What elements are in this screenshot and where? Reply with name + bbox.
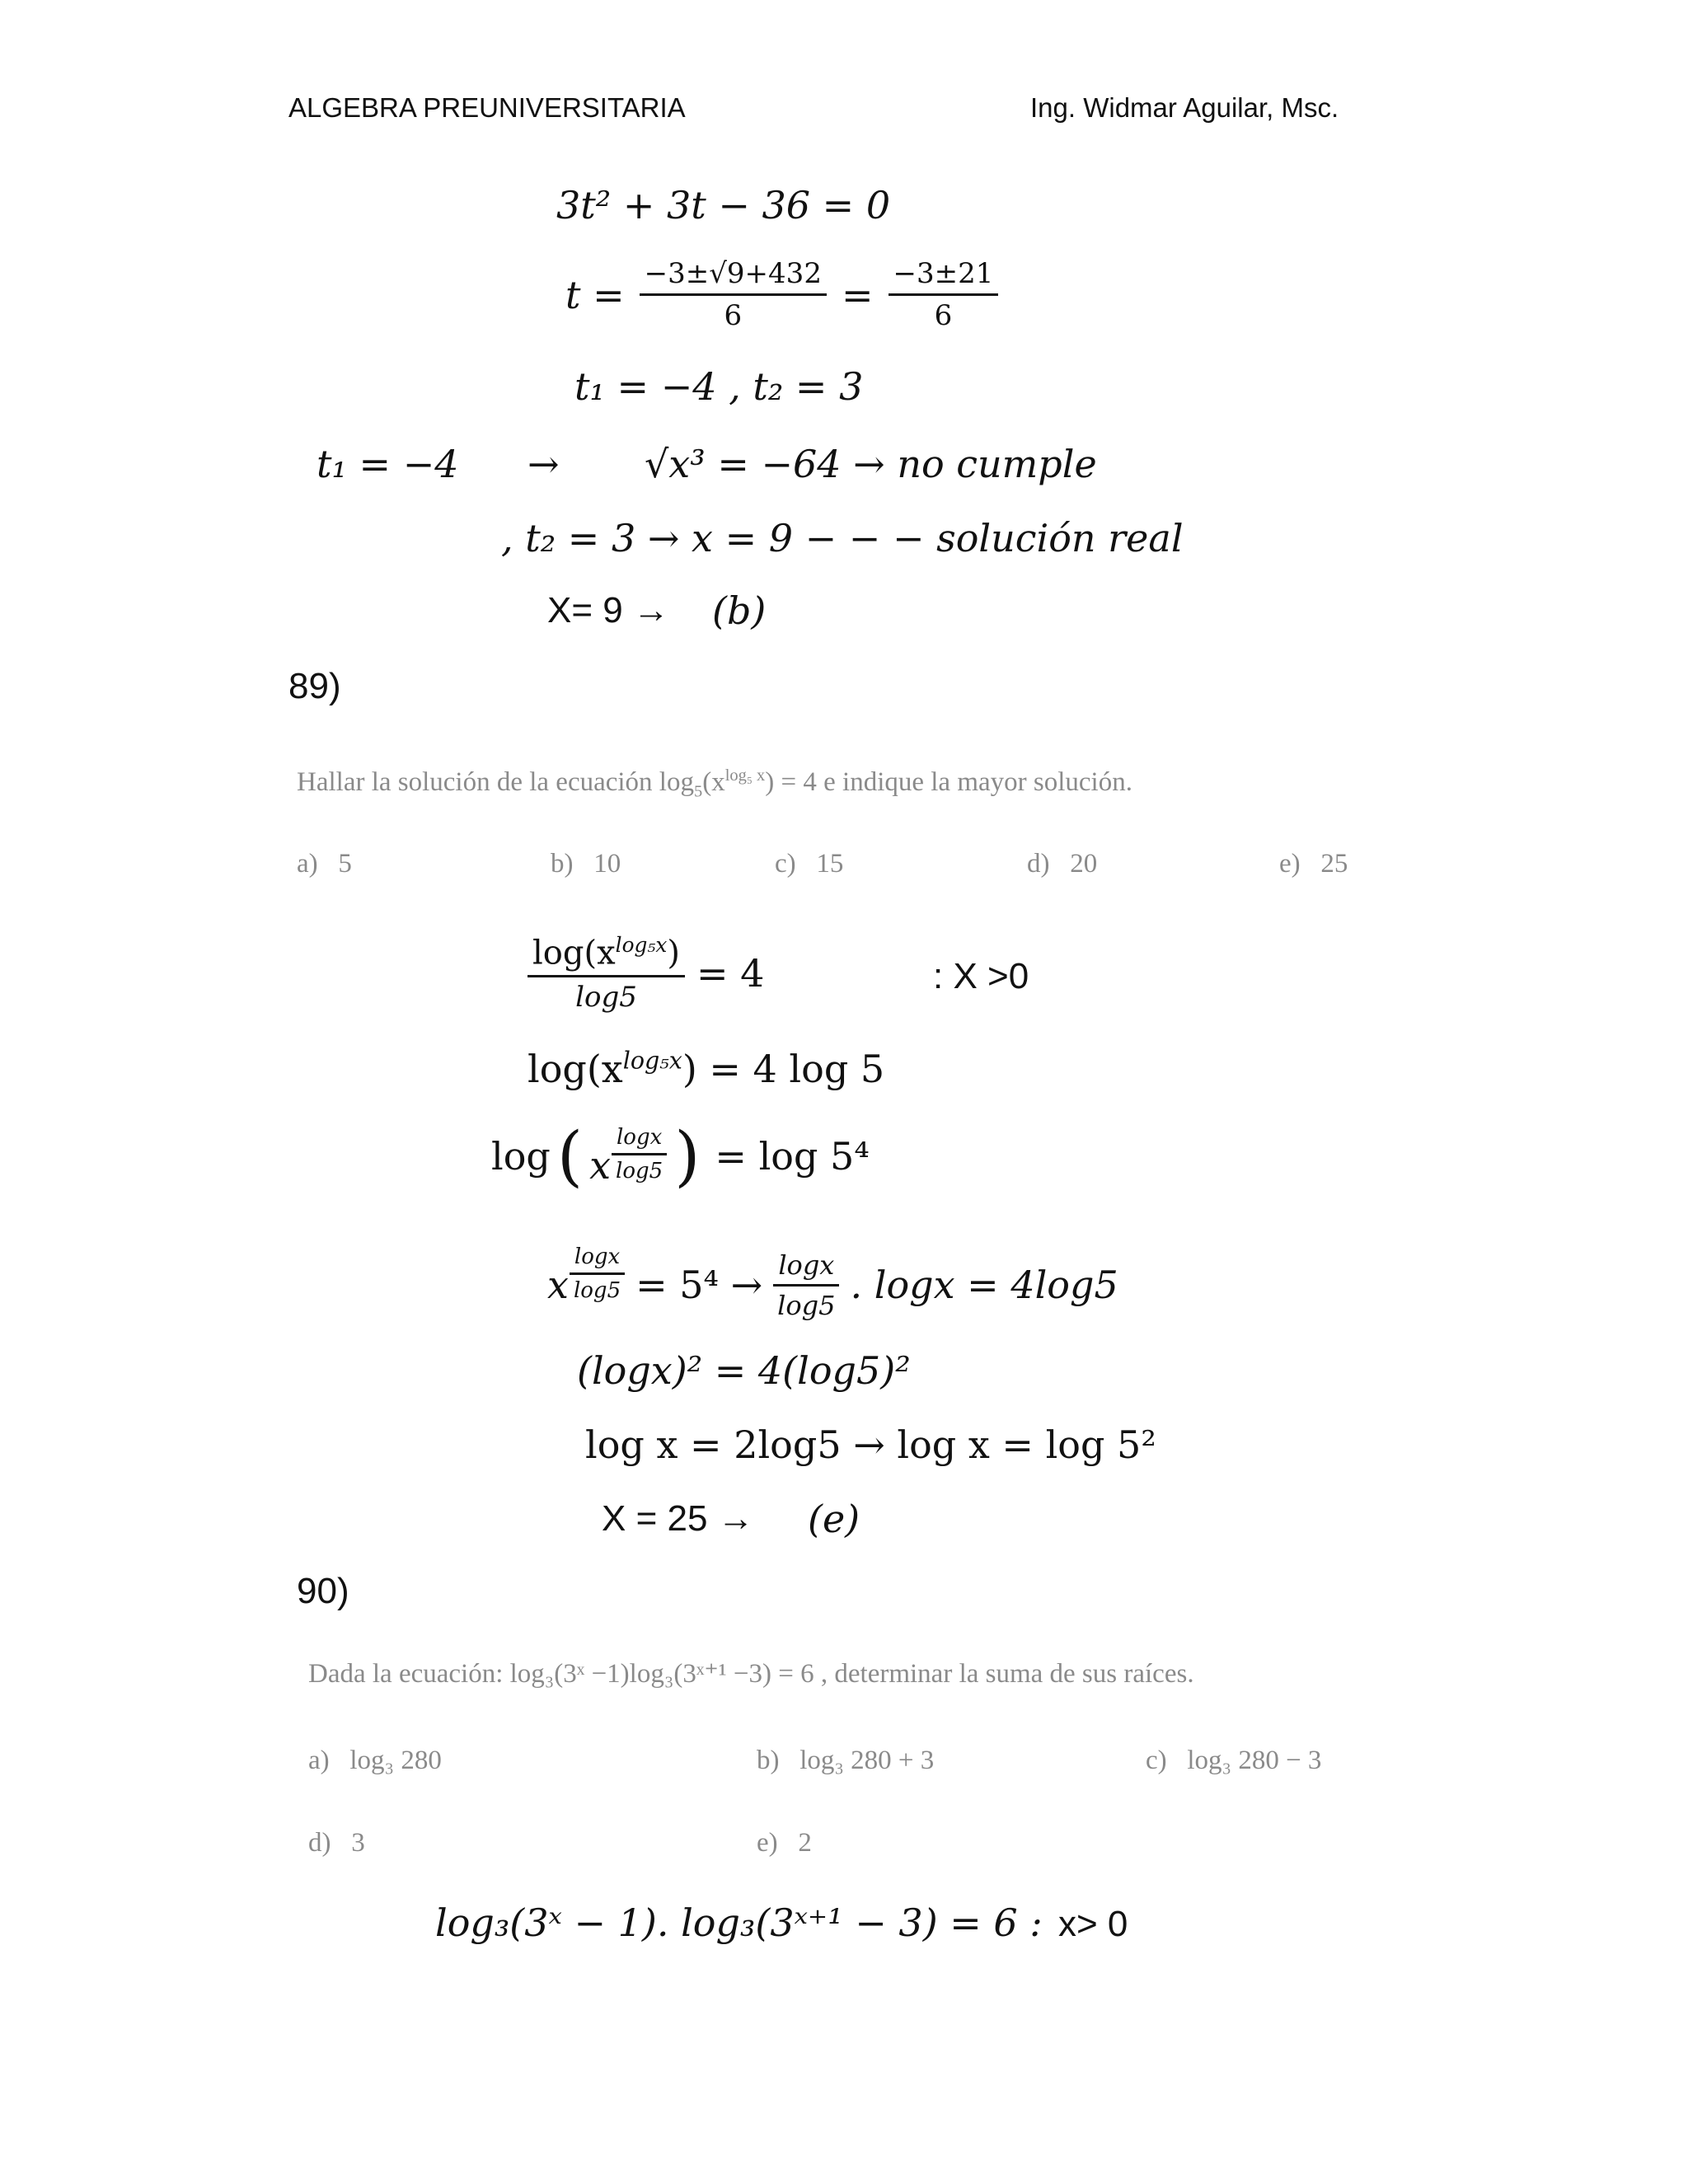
header-right: Ing. Widmar Aguilar, Msc. bbox=[1030, 92, 1339, 123]
fraction-numerator: −3±√9+432 bbox=[640, 257, 827, 296]
answer-89-choice: (e) bbox=[808, 1497, 860, 1541]
domain-89: : X >0 bbox=[933, 956, 1029, 996]
answer-88-prefix: X= 9 → bbox=[547, 590, 669, 630]
problem-90-statement: Dada la ecuación: log₃(3ˣ −1)log₃(3ˣ⁺¹ −3) = 6 , determinar la suma de sus raíces. bbox=[308, 1659, 1194, 1689]
option-89-c: c) 15 bbox=[775, 849, 844, 879]
equals-sign: = bbox=[841, 272, 874, 317]
fraction-denominator: 6 bbox=[934, 299, 953, 332]
option-89-e: e) 25 bbox=[1279, 849, 1348, 879]
step-89-1-rhs: = 4 bbox=[696, 951, 765, 996]
header-left: ALGEBRA PREUNIVERSITARIA bbox=[288, 92, 686, 123]
fraction-discriminant bbox=[640, 257, 827, 332]
fraction-numerator: $\log(x^{log_5x})$ bbox=[528, 933, 685, 977]
option-89-b: b) 10 bbox=[551, 849, 621, 879]
equation-quadratic: 3t² + 3t − 36 = 0 bbox=[556, 183, 891, 227]
arrow-icon: → bbox=[528, 442, 560, 486]
fraction-denominator: log5 bbox=[575, 981, 637, 1015]
option-89-a: a) 5 bbox=[297, 849, 352, 879]
answer-89-prefix: X = 25 → bbox=[602, 1498, 754, 1539]
option-90-a: a) log₃ 280 bbox=[308, 1746, 442, 1775]
problem-number-90: 90) bbox=[297, 1571, 349, 1611]
case1-right: √x³ = −64 → no cumple bbox=[645, 442, 1097, 486]
step-89-1 bbox=[528, 933, 764, 1014]
answer-88-choice: (b) bbox=[712, 588, 767, 633]
option-90-d: d) 3 bbox=[308, 1828, 365, 1858]
step-89-2: $\log(x^{log_5x}) = 4$ log 5 bbox=[528, 1047, 885, 1091]
equation-t-formula bbox=[565, 257, 998, 332]
fraction-numerator: −3±21 bbox=[889, 257, 999, 296]
option-90-c: c) log₃ 280 − 3 bbox=[1146, 1746, 1322, 1775]
option-90-b: b) log₃ 280 + 3 bbox=[757, 1746, 935, 1775]
problem-89-statement: Hallar la solución de la ecuación $\log_5(x^{log_5 x}) = 4$ e indique la mayor solución. bbox=[297, 766, 1132, 801]
fraction-log-ratio bbox=[528, 933, 685, 1014]
step-89-3: log ( x $\frac{\log x}{\log 5}$ ) = log 5⁴ bbox=[491, 1118, 870, 1194]
option-90-e: e) 2 bbox=[757, 1828, 812, 1858]
case2: , t₂ = 3 → x = 9 − − − solución real bbox=[501, 516, 1184, 560]
fraction-result bbox=[889, 257, 999, 332]
step-89-6: log x = 2log5 → log x = log 5² bbox=[585, 1422, 1156, 1467]
step-89-4: x $\frac{\log x}{\log 5}$ = 5⁴ → $\frac{\log x}{\log 5}$ . logx = 4log5 bbox=[547, 1244, 1118, 1321]
fraction-denominator: 6 bbox=[724, 299, 743, 332]
domain-90: x> 0 bbox=[1058, 1904, 1128, 1944]
option-89-d: d) 20 bbox=[1027, 849, 1098, 879]
problem-number-89: 89) bbox=[288, 666, 341, 706]
equation-90: log₃(3ˣ − 1). log₃(3ˣ⁺¹ − 3) = 6 : bbox=[435, 1900, 1043, 1945]
case1-left: t₁ = −4 bbox=[316, 442, 459, 486]
t-label: t = bbox=[565, 272, 625, 317]
equation-roots: t₁ = −4 , t₂ = 3 bbox=[574, 364, 864, 409]
step-89-5: (logx)² = 4(log5)² bbox=[577, 1348, 911, 1393]
